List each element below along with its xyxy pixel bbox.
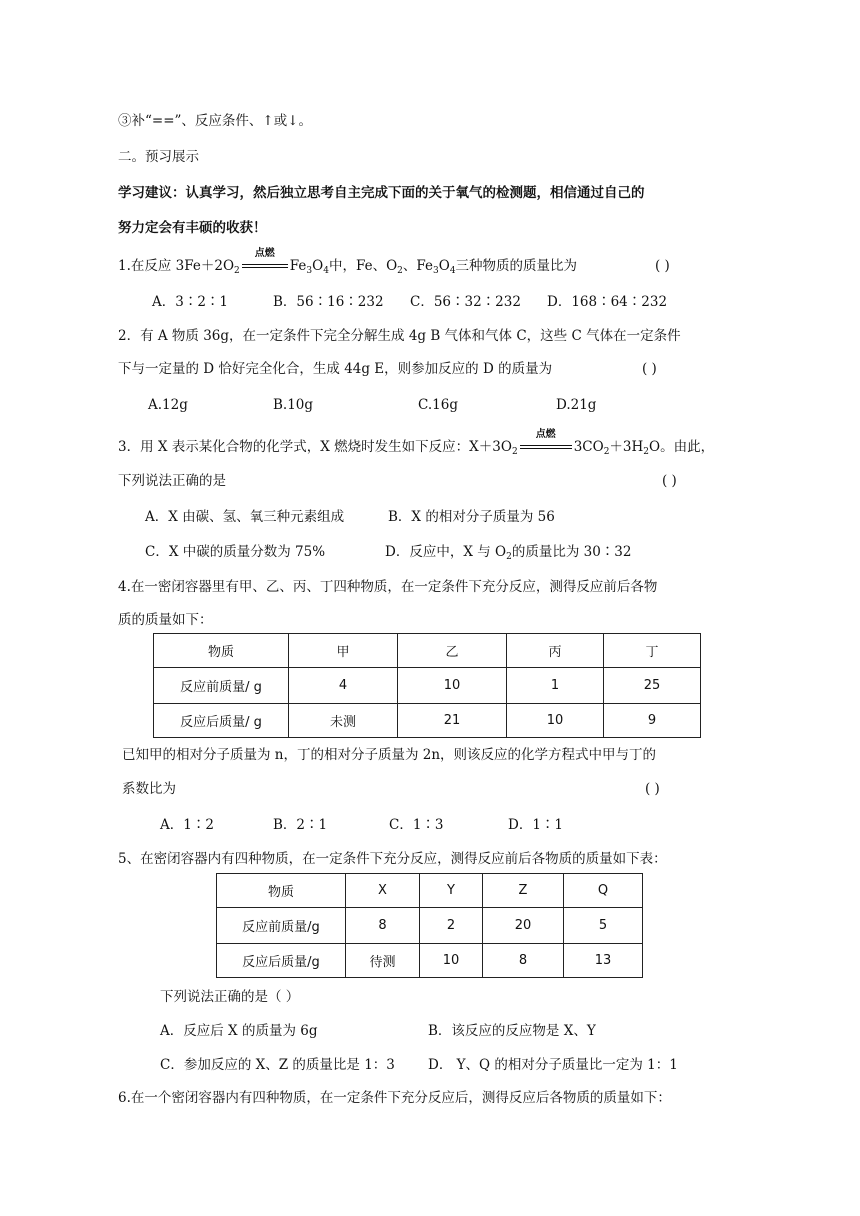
table-cell: 乙: [398, 634, 507, 668]
q4-after-line-2: 系数比为: [122, 781, 176, 797]
q2-option-b: B.10g: [273, 397, 314, 413]
q4-line-2: 质的质量如下：: [118, 612, 213, 628]
table-cell: 21: [398, 704, 507, 738]
table-cell: 10: [507, 704, 604, 738]
q2-answer-paren: ( ): [642, 361, 657, 377]
q4-option-a: A．1∶2: [160, 817, 214, 833]
table-cell: Z: [483, 874, 564, 908]
table-cell: 丙: [507, 634, 604, 668]
q5-line-1: 5、在密闭容器内有四种物质，在一定条件下充分反应，测得反应前后各物质的质量如下表：: [118, 851, 667, 867]
reaction-condition-arrow: 点燃: [242, 256, 288, 270]
table-cell: 9: [604, 704, 701, 738]
table-cell: 25: [604, 668, 701, 704]
q4-option-b: B．2∶1: [273, 817, 328, 833]
q5-table: [216, 873, 643, 978]
table-cell: 反应后质量/g: [217, 944, 346, 978]
q4-after-line-1: 已知甲的相对分子质量为 n，丁的相对分子质量为 2n，则该反应的化学方程式中甲与丁的: [122, 747, 657, 763]
table-row: [217, 874, 643, 908]
table-cell: 待测: [346, 944, 420, 978]
table-cell: 20: [483, 908, 564, 944]
q2-line-2: 下与一定量的 D 恰好完全化合，生成 44g E，则参加反应的 D 的质量为: [118, 361, 553, 377]
section-2-heading: 二。预习展示: [118, 149, 199, 165]
table-cell: 10: [398, 668, 507, 704]
q5-option-a: A．反应后 X 的质量为 6g: [160, 1023, 318, 1039]
table-cell: 物质: [217, 874, 346, 908]
q5-option-c: C．参加反应的 X、Z 的质量比是 1：3: [160, 1057, 395, 1073]
table-cell: 甲: [289, 634, 398, 668]
q1-option-d: D．168∶64∶232: [547, 294, 668, 310]
q1-stem: 1.在反应 $3Fe+2O_2$ 点燃 $Fe_3O_4$中，Fe、$O_2$、$Fe_3O_4$三种物质的质量比为: [118, 248, 578, 276]
q2-line-1: 2．有 A 物质 36g，在一定条件下完全分解生成 4g B 气体和气体 C，这些 C 气体在一定条件: [118, 328, 681, 344]
table-cell: 物质: [154, 634, 289, 668]
table-cell: 1: [507, 668, 604, 704]
table-cell: 13: [564, 944, 643, 978]
table-cell: 反应前质量/g: [217, 908, 346, 944]
table-cell: 8: [483, 944, 564, 978]
table-cell: 未测: [289, 704, 398, 738]
q4-table: [153, 633, 701, 738]
table-row: [217, 944, 643, 978]
reaction-condition-arrow: 点燃: [520, 437, 572, 451]
q4-line-1: 4.在一密闭容器里有甲、乙、丙、丁四种物质，在一定条件下充分反应，测得反应前后各物: [118, 579, 658, 595]
q6-line-1: 6.在一个密闭容器内有四种物质，在一定条件下充分反应后，测得反应后各物质的质量如下：: [118, 1090, 671, 1106]
table-cell: 反应前质量/ g: [154, 668, 289, 704]
q5-option-b: B．该反应的反应物是 X、Y: [428, 1023, 596, 1039]
table-cell: 4: [289, 668, 398, 704]
advice-line-2: 努力定会有丰硕的收获！: [118, 220, 267, 236]
q5-option-d: D． Y、Q 的相对分子质量比一定为 1：1: [428, 1057, 678, 1073]
q1-option-a: A．3∶2∶1: [152, 294, 229, 310]
table-row: [154, 704, 701, 738]
q3-line-2: 下列说法正确的是: [118, 473, 226, 489]
q5-after: 下列说法正确的是（ ）: [160, 989, 300, 1005]
step-3-text: ③补“==”、反应条件、↑或↓。: [118, 113, 313, 129]
q4-answer-paren: ( ): [645, 781, 660, 797]
q3-option-b: B．X 的相对分子质量为 56: [388, 509, 555, 525]
table-cell: 丁: [604, 634, 701, 668]
table-cell: Y: [420, 874, 483, 908]
q3-option-d: D．反应中，X 与 $O_2$的质量比为 30∶32: [385, 544, 632, 562]
table-cell: 2: [420, 908, 483, 944]
table-row: [154, 668, 701, 704]
table-cell: 10: [420, 944, 483, 978]
q3-option-a: A．X 由碳、氢、氧三种元素组成: [145, 509, 345, 525]
advice-line-1: 学习建议：认真学习，然后独立思考自主完成下面的关于氧气的检测题，相信通过自己的: [118, 185, 645, 201]
table-cell: 反应后质量/ g: [154, 704, 289, 738]
q2-option-a: A.12g: [148, 397, 188, 413]
q1-answer-paren: ( ): [655, 258, 670, 274]
table-cell: 5: [564, 908, 643, 944]
q4-option-d: D．1∶1: [508, 817, 564, 833]
q3-stem: 3．用 X 表示某化合物的化学式，X 燃烧时发生如下反应：$X+3O_2$ 点燃 $3CO_2+3H_2O$。由此，: [118, 429, 715, 457]
q1-option-c: C．56∶32∶232: [410, 294, 521, 310]
q2-option-c: C.16g: [418, 397, 458, 413]
table-cell: Q: [564, 874, 643, 908]
q4-option-c: C．1∶3: [389, 817, 444, 833]
q3-answer-paren: ( ): [662, 473, 677, 489]
table-row: [217, 908, 643, 944]
q2-option-d: D.21g: [556, 397, 597, 413]
table-row: [154, 634, 701, 668]
q1-option-b: B．56∶16∶232: [273, 294, 384, 310]
table-cell: X: [346, 874, 420, 908]
q3-option-c: C．X 中碳的质量分数为 75%: [145, 544, 326, 560]
table-cell: 8: [346, 908, 420, 944]
